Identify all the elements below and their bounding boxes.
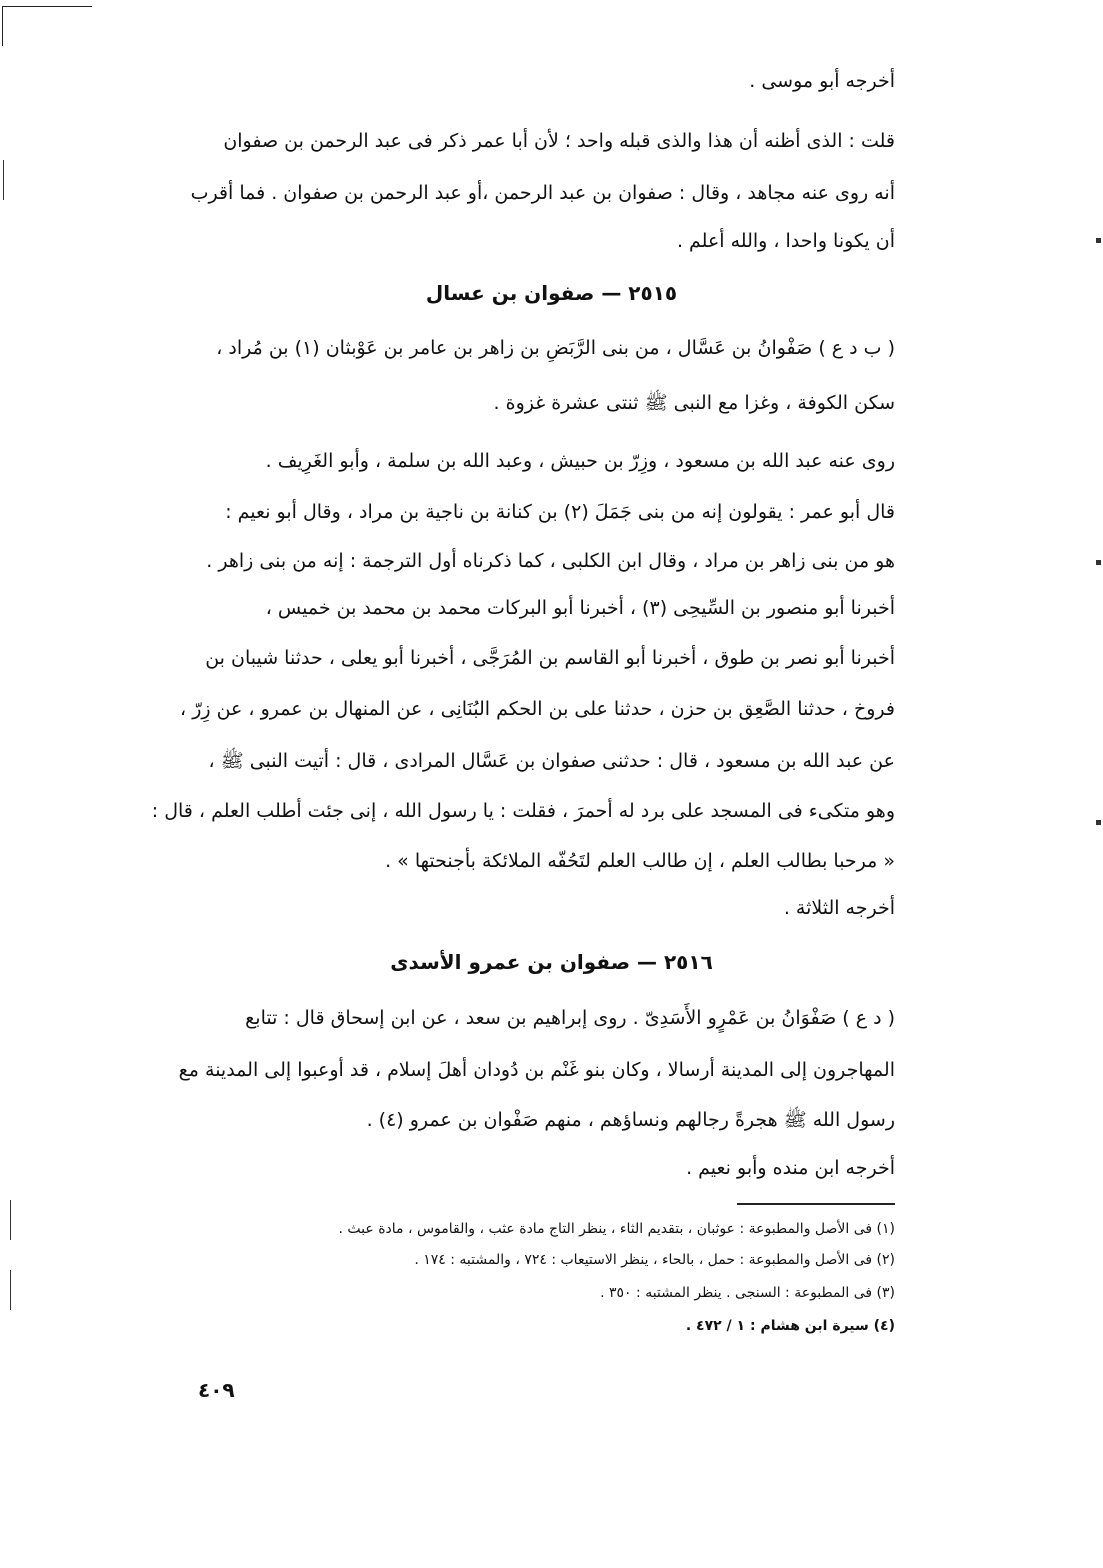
footnote-3: (٣) فى المطبوعة : السنجى . ينظر المشتبه : ٣٥٠ . bbox=[600, 1285, 895, 1301]
scan-mark bbox=[10, 1200, 11, 1240]
text-line: أخبرنا أبو منصور بن السِّيحِى (٣) ، أخبرنا أبو البركات محمد بن محمد بن خميس ، bbox=[265, 597, 895, 619]
text-line: أنه روى عنه مجاهد ، وقال : صفوان بن عبد الرحمن ،أو عبد الرحمن بن صفوان . فما أقرب bbox=[190, 182, 895, 204]
page-number: ٤٠٩ bbox=[198, 1378, 235, 1402]
footnote-4: (٤) سيرة ابن هشام : ١ / ٤٧٢ . bbox=[685, 1318, 895, 1334]
text-line: سكن الكوفة ، وغزا مع النبى ﷺ ثنتى عشرة غزوة . bbox=[493, 392, 895, 414]
text-line: أخرجه ابن منده وأبو نعيم . bbox=[686, 1157, 895, 1179]
text-line: عن عبد الله بن مسعود ، قال : حدثنى صفوان بن عَسَّال المرادى ، قال : أتيت النبى ﷺ ، bbox=[208, 750, 895, 772]
text-line: فروخ ، حدثنا الصَّعِق بن حزن ، حدثنا على بن الحكم البُنَانِى ، عن المنهال بن عمرو ، عن زِرّ ، bbox=[180, 698, 895, 720]
text-line: « مرحبا بطالب العلم ، إن طالب العلم لتَحُفّه الملائكة بأجنحتها » . bbox=[385, 850, 895, 872]
text-line: رسول الله ﷺ هجرةً رجالهم ونساؤهم ، منهم صَفْوان بن عمرو (٤) . bbox=[366, 1109, 895, 1131]
text-line: ( د ع ) صَفْوَانُ بن عَمْرٍو الأَسَدِىّ . روى إبراهيم بن سعد ، عن ابن إسحاق قال : تتابع bbox=[245, 1007, 895, 1029]
text-line: أخبرنا أبو نصر بن طوق ، أخبرنا أبو القاسم بن المُرَجَّى ، أخبرنا أبو يعلى ، حدثنا شيبان بن bbox=[205, 647, 895, 669]
text-line: ( ب د ع ) صَفْوانُ بن عَسَّال ، من بنى الرَّبَضِ بن زاهر بن عامر بن عَوْبثان (١) بن مُراد ، bbox=[216, 337, 895, 359]
scan-mark bbox=[3, 160, 4, 200]
text-line: روى عنه عبد الله بن مسعود ، وزِرّ بن حبيش ، وعبد الله بن سلمة ، وأبو الغَرِيف . bbox=[265, 450, 895, 472]
scan-mark bbox=[1096, 820, 1101, 825]
text-line: أخرجه أبو موسى . bbox=[749, 70, 895, 92]
scan-mark bbox=[1096, 560, 1101, 565]
entry-heading-2516: ٢٥١٦ — صفوان بن عمرو الأسدى bbox=[390, 950, 713, 974]
text-line: المهاجرون إلى المدينة أرسالا ، وكان بنو غَنْم بن دُودان أهلَ إسلام ، قد أوعبوا إلى المدينة مع bbox=[178, 1059, 895, 1081]
footnote-2: (٢) فى الأصل والمطبوعة : حمل ، بالحاء ، ينظر الاستيعاب : ٧٢٤ ، والمشتبه : ١٧٤ . bbox=[414, 1252, 895, 1268]
text-line: قال أبو عمر : يقولون إنه من بنى جَمَلَ (٢) بن كنانة بن ناجية بن مراد ، وقال أبو نعيم : bbox=[225, 501, 895, 523]
scan-border-top bbox=[2, 6, 92, 7]
text-line: أن يكونا واحدا ، والله أعلم . bbox=[676, 230, 895, 252]
scan-mark bbox=[10, 1270, 11, 1310]
entry-heading-2515: ٢٥١٥ — صفوان بن عسال bbox=[425, 281, 678, 305]
text-line: قلت : الذى أظنه أن هذا والذى قبله واحد ؛ لأن أبا عمر ذكر فى عبد الرحمن بن صفوان bbox=[223, 130, 895, 152]
footnote-divider bbox=[737, 1203, 895, 1205]
scan-border-left bbox=[2, 6, 3, 46]
text-line: هو من بنى زاهر بن مراد ، وقال ابن الكلبى ، كما ذكرناه أول الترجمة : إنه من بنى زاهر . bbox=[206, 550, 895, 572]
scan-mark bbox=[1096, 238, 1101, 243]
text-line: أخرجه الثلاثة . bbox=[783, 897, 895, 919]
footnote-1: (١) فى الأصل والمطبوعة : عوثبان ، بتقديم الثاء ، ينظر التاج مادة عثب ، والقاموس ، مادة عبث . bbox=[338, 1221, 895, 1237]
text-line: وهو متكىء فى المسجد على برد له أحمرَ ، فقلت : يا رسول الله ، إنى جئت أطلب العلم ، قال : bbox=[151, 800, 895, 822]
